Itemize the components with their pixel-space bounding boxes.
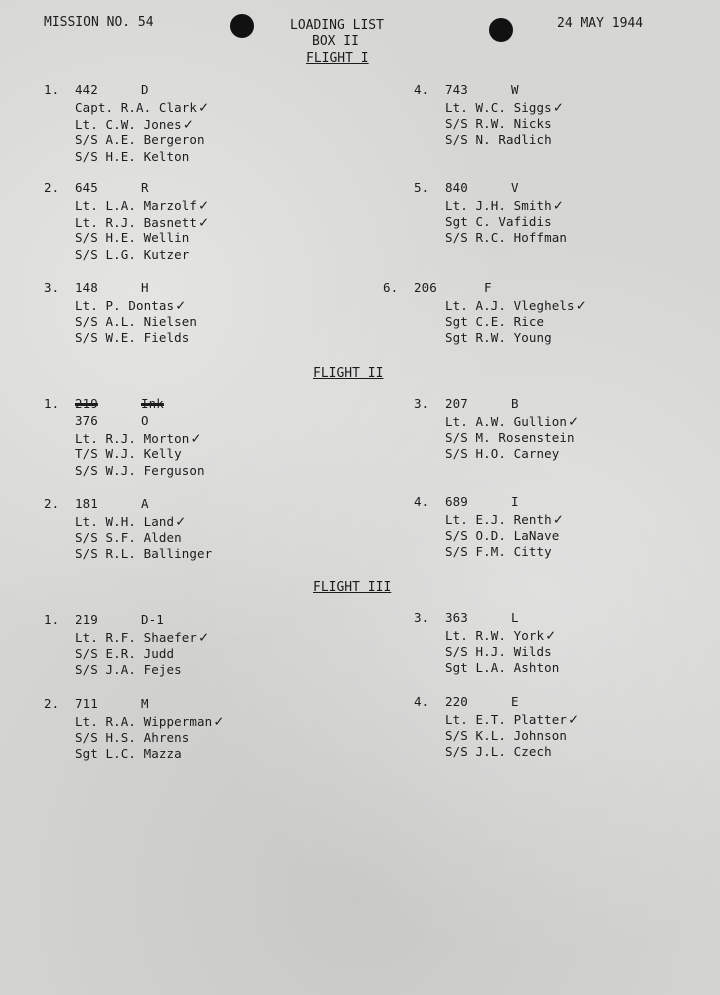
crew-name: S/S H.O. Carney xyxy=(445,446,560,462)
crew-member xyxy=(445,430,575,447)
crew-name: S/S W.E. Fields xyxy=(75,330,190,346)
crew-member xyxy=(445,197,563,215)
aircraft-number: 148 xyxy=(75,280,98,295)
crew-name: Sgt C. Vafidis xyxy=(445,213,552,229)
crew-member xyxy=(445,644,552,661)
crew-name: S/S N. Radlich xyxy=(445,132,552,148)
crew-member xyxy=(75,629,208,647)
aircraft-index: 5. xyxy=(414,180,430,195)
aircraft-index: 1. xyxy=(44,82,60,97)
aircraft-number: 840 xyxy=(445,180,468,195)
crew-member xyxy=(75,730,189,747)
aircraft-index: 1. xyxy=(44,612,60,627)
crew-member xyxy=(75,197,208,215)
crew-member xyxy=(445,413,578,431)
crew-member xyxy=(445,711,578,729)
aircraft-index: 2. xyxy=(44,180,60,195)
aircraft-letter: O xyxy=(141,412,149,428)
crew-name: Sgt C.E. Rice xyxy=(445,313,545,329)
aircraft-number: 743 xyxy=(445,82,468,97)
crew-member xyxy=(445,446,559,463)
flight-title: FLIGHT I xyxy=(306,51,369,66)
crew-name: S/S A.E. Bergeron xyxy=(75,132,205,148)
crew-member xyxy=(75,132,205,149)
crew-name: S/S H.J. Wilds xyxy=(445,643,552,659)
check-mark-icon: ✓ xyxy=(199,97,209,116)
flight-title: FLIGHT III xyxy=(313,580,392,595)
crew-name: Lt. R.A. Wipperman xyxy=(75,713,213,729)
crew-member xyxy=(75,149,189,166)
aircraft-letter: D xyxy=(141,82,149,97)
check-mark-icon: ✓ xyxy=(569,411,579,430)
crew-name: S/S M. Rosenstein xyxy=(445,429,575,445)
crew-name: Lt. J.H. Smith xyxy=(445,197,552,213)
aircraft-index: 3. xyxy=(414,610,430,625)
crew-name: S/S R.L. Ballinger xyxy=(75,546,213,562)
crew-name: Lt. E.J. Renth xyxy=(445,511,552,527)
check-mark-icon: ✓ xyxy=(569,709,579,728)
crew-name: Sgt L.A. Ashton xyxy=(445,660,560,676)
crew-member xyxy=(445,511,563,529)
crew-name: S/S R.W. Nicks xyxy=(445,115,552,131)
crew-member xyxy=(75,247,189,264)
aircraft-letter: R xyxy=(141,180,149,195)
aircraft-index: 4. xyxy=(414,494,430,509)
document-date: 24 MAY 1944 xyxy=(557,16,644,31)
crew-member xyxy=(75,446,182,463)
aircraft-letter: H xyxy=(141,280,149,295)
crew-name: Lt. L.A. Marzolf xyxy=(75,197,198,213)
aircraft-number: 220 xyxy=(445,694,468,709)
crew-member xyxy=(445,314,544,331)
aircraft-number: 689 xyxy=(445,494,468,509)
aircraft-letter: F xyxy=(484,280,492,295)
crew-member xyxy=(445,116,552,133)
crew-member xyxy=(445,660,559,677)
check-mark-icon: ✓ xyxy=(199,627,209,646)
check-mark-icon: ✓ xyxy=(553,195,563,214)
crew-member xyxy=(445,728,567,745)
crew-member xyxy=(445,99,563,117)
crew-member xyxy=(75,297,185,315)
check-mark-icon: ✓ xyxy=(576,295,586,314)
check-mark-icon: ✓ xyxy=(199,195,209,214)
crew-name: S/S W.J. Ferguson xyxy=(75,463,205,479)
aircraft-number: 181 xyxy=(75,496,98,511)
page-title: LOADING LIST xyxy=(290,18,384,33)
aircraft-letter: L xyxy=(511,610,519,625)
crew-member xyxy=(75,116,193,134)
aircraft-index: 3. xyxy=(44,280,60,295)
crew-member xyxy=(445,330,552,347)
aircraft-number: 645 xyxy=(75,180,98,195)
crew-name: T/S W.J. Kelly xyxy=(75,446,182,462)
crew-member xyxy=(445,544,552,561)
crew-name: S/S H.S. Ahrens xyxy=(75,729,190,745)
crew-name: Lt. R.W. York xyxy=(445,627,545,643)
aircraft-number: 219 xyxy=(75,396,98,411)
aircraft-number: 442 xyxy=(75,82,98,97)
check-mark-icon: ✓ xyxy=(553,509,563,528)
crew-name: S/S H.E. Kelton xyxy=(75,149,190,165)
crew-member xyxy=(445,627,555,645)
check-mark-icon: ✓ xyxy=(553,97,563,116)
check-mark-icon: ✓ xyxy=(191,428,201,447)
aircraft-letter: A xyxy=(141,496,149,511)
crew-member xyxy=(445,230,567,247)
crew-name: S/S O.D. LaNave xyxy=(445,527,560,543)
crew-name: Lt. R.J. Basnett xyxy=(75,214,198,230)
crew-member xyxy=(75,713,223,731)
crew-member xyxy=(445,132,552,149)
crew-name: S/S K.L. Johnson xyxy=(445,727,568,743)
crew-member xyxy=(75,230,189,247)
crew-member xyxy=(75,330,189,347)
check-mark-icon: ✓ xyxy=(199,212,209,231)
crew-name: Lt. P. Dontas xyxy=(75,297,175,313)
aircraft-index: 3. xyxy=(414,396,430,411)
aircraft-number: 376 xyxy=(75,412,98,428)
aircraft-letter: M xyxy=(141,696,149,711)
aircraft-index: 2. xyxy=(44,496,60,511)
aircraft-letter: I xyxy=(511,494,519,509)
crew-name: Lt. E.T. Platter xyxy=(445,711,568,727)
crew-name: Lt. C.W. Jones xyxy=(75,116,182,132)
aircraft-letter: B xyxy=(511,396,519,411)
aircraft-index: 4. xyxy=(414,694,430,709)
crew-member xyxy=(445,528,559,545)
aircraft-number: 363 xyxy=(445,610,468,625)
crew-name: S/S F.M. Citty xyxy=(445,544,552,560)
aircraft-letter: D-1 xyxy=(141,612,164,627)
crew-member xyxy=(445,744,552,761)
crew-member xyxy=(75,214,208,232)
crew-member xyxy=(75,646,174,663)
crew-member xyxy=(75,513,185,531)
crew-name: S/S L.G. Kutzer xyxy=(75,247,190,263)
crew-name: Sgt L.C. Mazza xyxy=(75,746,182,762)
check-mark-icon: ✓ xyxy=(214,711,224,730)
crew-name: S/S E.R. Judd xyxy=(75,645,175,661)
box-label: BOX II xyxy=(312,34,359,49)
crew-name: S/S R.C. Hoffman xyxy=(445,230,568,246)
flight-title: FLIGHT II xyxy=(313,366,384,381)
crew-name: Lt. R.J. Morton xyxy=(75,430,190,446)
crew-name: S/S H.E. Wellin xyxy=(75,230,190,246)
aircraft-index: 6. xyxy=(383,280,399,295)
crew-name: S/S A.L. Nielsen xyxy=(75,313,198,329)
punch-hole-right xyxy=(489,18,513,42)
aircraft-number: 207 xyxy=(445,396,468,411)
aircraft-index: 4. xyxy=(414,82,430,97)
aircraft-number: 219 xyxy=(75,612,98,627)
crew-member xyxy=(75,746,182,763)
crew-name: Sgt R.W. Young xyxy=(445,330,552,346)
crew-name: Lt. R.F. Shaefer xyxy=(75,629,198,645)
crew-member xyxy=(75,530,182,547)
aircraft-letter: E xyxy=(511,694,519,709)
aircraft-index: 2. xyxy=(44,696,60,711)
crew-member xyxy=(75,463,205,480)
check-mark-icon: ✓ xyxy=(176,511,186,530)
crew-name: Lt. W.H. Land xyxy=(75,513,175,529)
crew-name: S/S J.L. Czech xyxy=(445,744,552,760)
punch-hole-left xyxy=(230,14,254,38)
crew-name: Lt. W.C. Siggs xyxy=(445,99,552,115)
mission-number: MISSION NO. 54 xyxy=(44,15,154,30)
crew-member xyxy=(445,214,552,231)
crew-name: S/S S.F. Alden xyxy=(75,529,182,545)
crew-name: S/S J.A. Fejes xyxy=(75,662,182,678)
aircraft-index: 1. xyxy=(44,396,60,411)
check-mark-icon: ✓ xyxy=(176,295,186,314)
aircraft-letter: V xyxy=(511,180,519,195)
check-mark-icon: ✓ xyxy=(183,114,193,133)
check-mark-icon: ✓ xyxy=(546,625,556,644)
crew-name: Lt. A.W. Gullion xyxy=(445,413,568,429)
crew-member xyxy=(75,662,182,679)
aircraft-number: 711 xyxy=(75,696,98,711)
aircraft-letter: W xyxy=(511,82,519,97)
crew-member xyxy=(75,546,212,563)
aircraft-number: 206 xyxy=(414,280,437,295)
crew-name: Lt. A.J. Vleghels xyxy=(445,297,575,313)
crew-member xyxy=(75,314,197,331)
crew-name: Capt. R.A. Clark xyxy=(75,99,198,115)
crew-member xyxy=(75,99,208,117)
crew-member xyxy=(445,297,586,315)
aircraft-letter: Ink xyxy=(141,396,164,411)
crew-member xyxy=(75,430,201,448)
